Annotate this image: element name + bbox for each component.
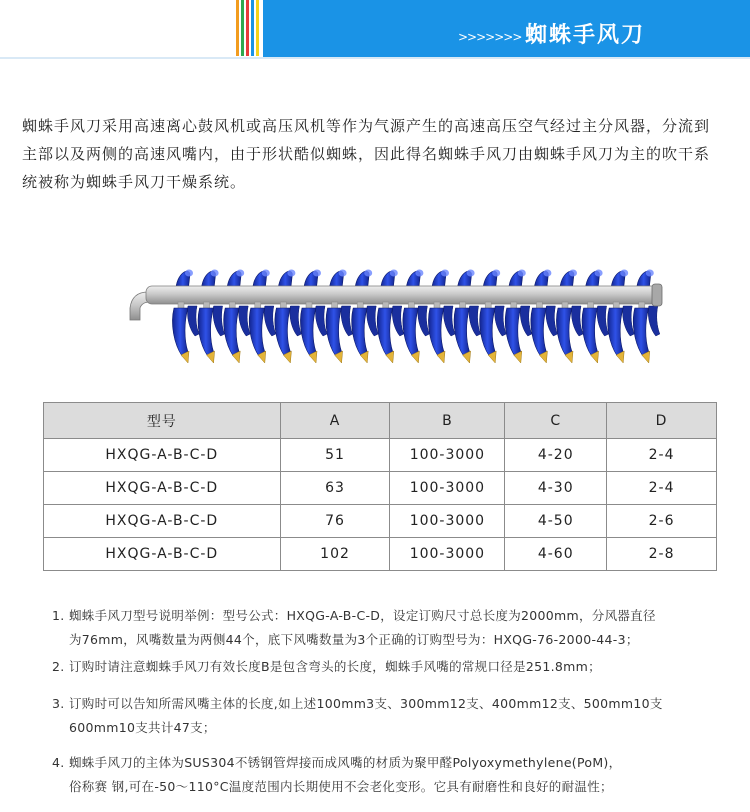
cell-a: 63 xyxy=(280,472,390,505)
nozzle-rear-lower xyxy=(290,306,302,336)
table-row xyxy=(44,538,717,571)
col-header-b: B xyxy=(390,403,505,439)
nozzle-rear-lower xyxy=(264,306,276,336)
color-stripes xyxy=(236,0,261,56)
cell-model: HXQG-A-B-C-D xyxy=(44,439,281,472)
nozzle-rear-lower xyxy=(443,306,455,336)
nozzle-lower xyxy=(531,302,548,363)
nozzle-lower xyxy=(454,302,471,363)
main-manifold-pipe xyxy=(146,286,658,304)
nozzle-lower xyxy=(224,302,241,363)
stripe-orange xyxy=(236,0,239,56)
nozzle-lower xyxy=(300,302,317,363)
nozzle-rear-lower xyxy=(187,306,199,336)
note-line: 俗称赛 钢,可在-50～110°C温度范围内长期使用不会老化变形。它具有耐磨性和良好的耐温性； xyxy=(69,779,613,794)
cell-b: 100-3000 xyxy=(390,472,505,505)
stripe-green xyxy=(241,0,244,56)
nozzle-rear-lower xyxy=(341,306,353,336)
nozzle-rear-lower xyxy=(597,306,609,336)
nozzle-rear-lower xyxy=(213,306,225,336)
table-row xyxy=(44,439,717,472)
nozzle-lower xyxy=(633,302,650,363)
cell-b: 100-3000 xyxy=(390,505,505,538)
nozzle-rear-lower xyxy=(315,306,327,336)
nozzle-rear-lower xyxy=(571,306,583,336)
note-item xyxy=(52,692,732,740)
note-line: 600mm10支共计47支； xyxy=(69,720,216,735)
stripe-yellow xyxy=(256,0,259,56)
nozzle-rear-lower xyxy=(495,306,507,336)
col-header-a: A xyxy=(280,403,390,439)
cell-c: 4-30 xyxy=(505,472,607,505)
nozzle-lower xyxy=(582,302,599,363)
end-cap xyxy=(652,284,662,306)
nozzle-lower xyxy=(352,302,369,363)
nozzle-lower xyxy=(275,302,292,363)
col-header-d: D xyxy=(607,403,717,439)
table-row xyxy=(44,505,717,538)
nozzle-rear-lower xyxy=(239,306,251,336)
cell-model: HXQG-A-B-C-D xyxy=(44,505,281,538)
note-line: 订购时请注意蜘蛛手风刀有效长度B是包含弯头的长度，蜘蛛手风嘴的常规口径是251.8mm； xyxy=(69,659,601,674)
table-header-row xyxy=(44,403,717,439)
stripe-red xyxy=(246,0,249,56)
nozzle-lower xyxy=(428,302,445,363)
nozzle-rear-lower xyxy=(367,306,379,336)
note-line: 蜘蛛手风刀的主体为SUS304不锈钢管焊接而成风嘴的材质为聚甲醛Polyoxymethylene(PoM)， xyxy=(69,755,622,770)
cell-a: 51 xyxy=(280,439,390,472)
note-item xyxy=(52,655,732,679)
nozzle-lower xyxy=(556,302,573,363)
cell-d: 2-4 xyxy=(607,439,717,472)
section-header xyxy=(0,0,750,59)
nozzle-lower xyxy=(480,302,497,363)
spider-air-knife-image xyxy=(118,262,668,377)
nozzle-lower xyxy=(608,302,625,363)
nozzle-lower xyxy=(403,302,420,363)
cell-b: 100-3000 xyxy=(390,538,505,571)
note-line: 蜘蛛手风刀型号说明举例：型号公式：HXQG-A-B-C-D，设定订购尺寸总长度为2000mm，分风器直径 xyxy=(69,608,656,623)
cell-d: 2-4 xyxy=(607,472,717,505)
note-number: 4. xyxy=(52,755,65,770)
cell-a: 76 xyxy=(280,505,390,538)
nozzle-lower xyxy=(249,302,266,363)
cell-model: HXQG-A-B-C-D xyxy=(44,472,281,505)
title-banner xyxy=(263,0,750,57)
nozzle-rear-lower xyxy=(392,306,404,336)
cell-a: 102 xyxy=(280,538,390,571)
nozzle-rear-lower xyxy=(418,306,430,336)
header-divider xyxy=(0,57,750,59)
nozzle-lower xyxy=(377,302,394,363)
nozzle-rear-lower xyxy=(520,306,532,336)
cell-c: 4-20 xyxy=(505,439,607,472)
cell-model: HXQG-A-B-C-D xyxy=(44,538,281,571)
nozzle-rear-lower xyxy=(469,306,481,336)
intro-paragraph: 蜘蛛手风刀采用高速离心鼓风机或高压风机等作为气源产生的高速高压空气经过主分风器，分流到主部以及两侧的高速风嘴内，由于形状酷似蜘蛛，因此得名蜘蛛手风刀由蜘蛛手风刀为主的吹干系统被称为蜘蛛手风刀干燥系统。 xyxy=(22,117,711,191)
cell-d: 2-8 xyxy=(607,538,717,571)
nozzle-lower xyxy=(172,302,189,363)
nozzle-lower xyxy=(326,302,343,363)
nozzle-lower xyxy=(505,302,522,363)
note-item xyxy=(52,751,732,799)
cell-c: 4-60 xyxy=(505,538,607,571)
note-item xyxy=(52,604,732,652)
note-number: 1. xyxy=(52,608,65,623)
cell-d: 2-6 xyxy=(607,505,717,538)
note-line: 为76mm，风嘴数量为两侧44个，底下风嘴数量为3个正确的订购型号为：HXQG-76-2000-44-3； xyxy=(69,632,639,647)
chevron-arrows-icon: >>>>>>> xyxy=(458,30,522,44)
note-number: 3. xyxy=(52,696,65,711)
nozzle-lower xyxy=(198,302,215,363)
page-title: 蜘蛛手风刀 xyxy=(525,23,646,48)
col-header-model: 型号 xyxy=(44,403,281,439)
cell-c: 4-50 xyxy=(505,505,607,538)
spec-table xyxy=(43,402,717,571)
nozzle-rear-lower xyxy=(648,306,660,336)
col-header-c: C xyxy=(505,403,607,439)
cell-b: 100-3000 xyxy=(390,439,505,472)
nozzle-rear-lower xyxy=(623,306,635,336)
note-number: 2. xyxy=(52,659,65,674)
table-row xyxy=(44,472,717,505)
note-line: 订购时可以告知所需风嘴主体的长度,如上述100mm3支、300mm12支、400mm12支、500mm10支 xyxy=(69,696,663,711)
nozzle-rear-lower xyxy=(546,306,558,336)
stripe-blue xyxy=(251,0,254,56)
